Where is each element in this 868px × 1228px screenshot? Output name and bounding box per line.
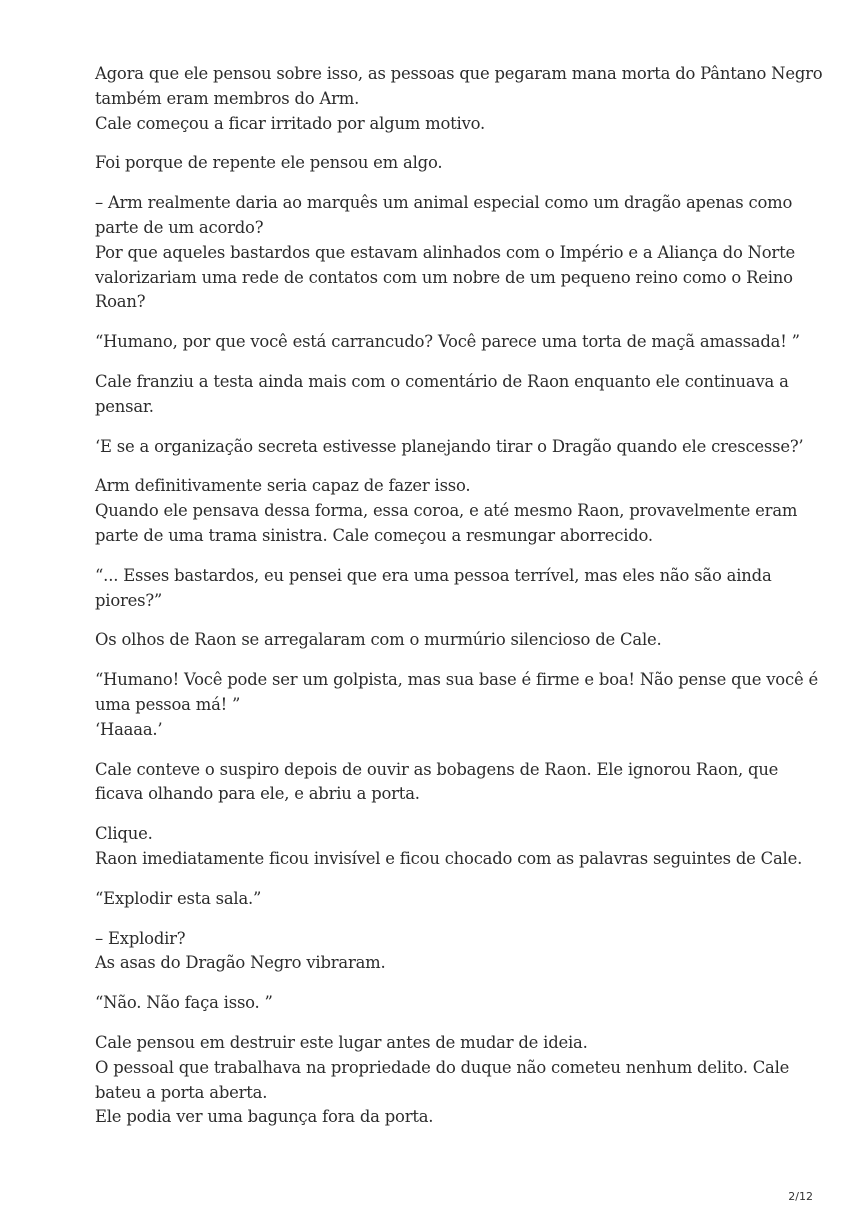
text-line: Raon imediatamente ficou invisível e ficou chocado com as palavras seguintes de Cale. — [95, 848, 803, 868]
document-body — [95, 62, 823, 1145]
paragraph — [95, 1031, 790, 1130]
text-line: bateu a porta aberta. — [95, 1082, 268, 1102]
text-line: – Arm realmente daria ao marquês um animal especial como um dragão apenas como — [95, 193, 793, 213]
text-line: valorizariam uma rede de contatos com um nobre de um pequeno reino como o Reino — [95, 267, 793, 287]
text-line: Foi porque de repente ele pensou em algo. — [95, 153, 443, 173]
text-line: parte de uma trama sinistra. Cale começou a resmungar aborrecido. — [95, 525, 653, 545]
text-line: “Explodir esta sala.” — [95, 888, 262, 908]
paragraph — [95, 330, 800, 355]
paragraph — [95, 758, 785, 808]
text-line: Cale pensou em destruir este lugar antes de mudar de ideia. — [95, 1032, 588, 1052]
text-line: Agora que ele pensou sobre isso, as pessoas que pegaram mana morta do Pântano Negro — [95, 64, 823, 83]
paragraph — [95, 564, 785, 614]
text-line: “Não. Não faça isso. ” — [95, 993, 273, 1013]
text-line: ‘Haaaa.’ — [95, 719, 163, 739]
text-line: Cale conteve o suspiro depois de ouvir as bobagens de Raon. Ele ignorou Raon, que — [95, 759, 779, 779]
text-line: uma pessoa má! ” — [95, 694, 241, 714]
paragraph — [95, 927, 785, 977]
text-line: Os olhos de Raon se arregalaram com o murmúrio silencioso de Cale. — [95, 630, 662, 650]
text-line: Ele podia ver uma bagunça fora da porta. — [95, 1107, 434, 1127]
paragraph — [95, 191, 795, 315]
paragraph — [95, 151, 785, 176]
text-line: também eram membros do Arm. — [95, 88, 360, 108]
text-line: Clique. — [95, 824, 153, 844]
text-line: – Explodir? — [95, 928, 186, 948]
text-line: Cale franziu a testa ainda mais com o comentário de Raon enquanto ele continuava a — [95, 371, 789, 391]
text-line: “... Esses bastardos, eu pensei que era uma pessoa terrível, mas eles não são ainda — [95, 565, 772, 585]
paragraph — [95, 628, 785, 653]
text-line: Cale começou a ficar irritado por algum motivo. — [95, 113, 486, 133]
text-line: O pessoal que trabalhava na propriedade do duque não cometeu nenhum delito. Cale — [95, 1057, 790, 1077]
text-line: Quando ele pensava dessa forma, essa coroa, e até mesmo Raon, provavelmente eram — [95, 501, 798, 521]
paragraph — [95, 887, 785, 912]
paragraph — [95, 822, 803, 872]
page-number: 2/12 — [788, 1190, 813, 1203]
text-line: As asas do Dragão Negro vibraram. — [95, 953, 386, 973]
text-line: “Humano! Você pode ser um golpista, mas sua base é firme e boa! Não pense que você é — [95, 670, 818, 690]
text-line: pensar. — [95, 396, 154, 416]
text-line: Roan? — [95, 292, 146, 312]
paragraph — [95, 370, 789, 420]
paragraph — [95, 991, 785, 1016]
text-line: Arm definitivamente seria capaz de fazer isso. — [95, 476, 471, 496]
paragraph — [95, 474, 798, 548]
paragraph — [95, 435, 804, 460]
text-line: ficava olhando para ele, e abriu a porta. — [95, 784, 420, 804]
text-line: parte de um acordo? — [95, 217, 264, 237]
text-line: piores?” — [95, 590, 163, 610]
paragraph — [95, 62, 823, 136]
paragraph — [95, 668, 818, 742]
text-line: ‘E se a organização secreta estivesse planejando tirar o Dragão quando ele crescesse?’ — [95, 436, 804, 456]
text-line: “Humano, por que você está carrancudo? Você parece uma torta de maçã amassada! ” — [95, 332, 800, 352]
text-line: Por que aqueles bastardos que estavam alinhados com o Império e a Aliança do Norte — [95, 242, 795, 262]
